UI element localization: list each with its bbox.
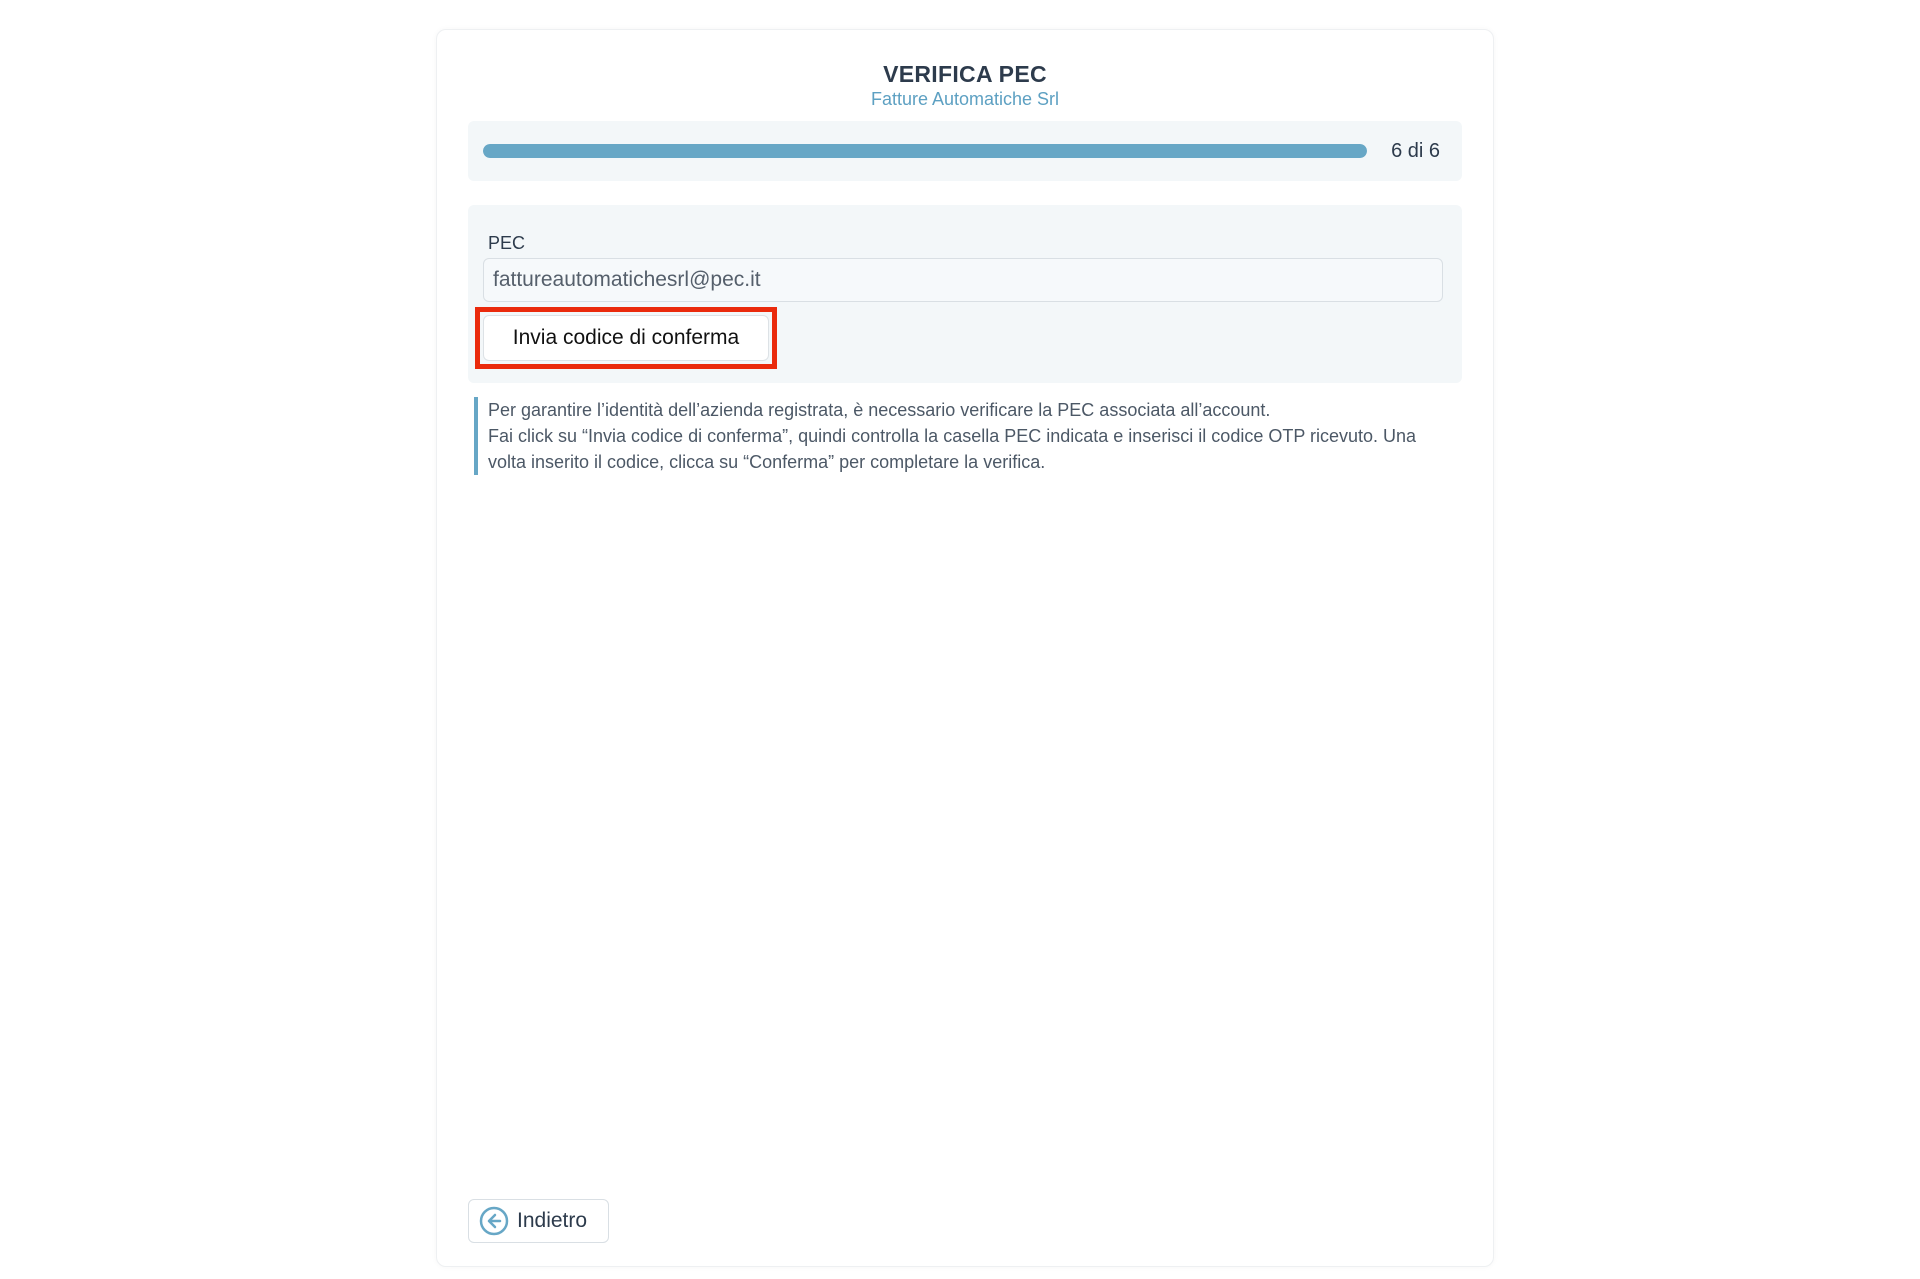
company-name: Fatture Automatiche Srl [870,89,1060,109]
back-button[interactable] [468,1199,609,1243]
pec-form-panel [468,205,1462,383]
send-confirmation-code-button[interactable]: Invia codice di conferma [483,315,769,361]
info-line-1: Per garantire l’identità dell’azienda registrata, è necessario verificare la PEC associata all’account. [488,400,1271,420]
pec-input[interactable] [483,258,1443,302]
header [437,60,1493,110]
page-title: VERIFICA PEC [883,61,1047,87]
progress-panel [468,121,1462,181]
info-text [474,397,1458,475]
info-line-2: Fai click su “Invia codice di conferma”, quindi controlla la casella PEC indicata e inserisci il codice OTP ricevuto. Una volta inserito il codice, clicca su “Conferma” per completare la verifica. [488,426,1417,472]
verification-card [436,29,1494,1267]
progress-bar-fill [483,144,1367,158]
back-button-label: Indietro [517,1209,588,1232]
pec-field-label: PEC [488,233,526,253]
progress-bar [483,144,1367,158]
progress-step-label: 6 di 6 [1391,140,1440,162]
arrow-left-circle-icon [479,1206,509,1236]
